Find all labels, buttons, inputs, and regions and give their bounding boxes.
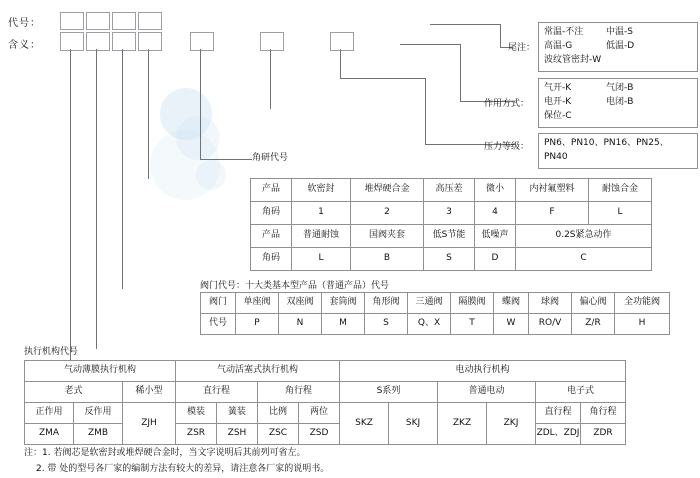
action-label: 作用方式： — [484, 99, 530, 109]
actuator-sub-4: S系列 — [340, 382, 438, 403]
actuator-group-1: 气动活塞式执行机构 — [176, 361, 340, 382]
actuator-code-4: ZSH — [217, 424, 258, 445]
action-left-0: 气开-K — [544, 83, 572, 93]
connector-pressure-v — [425, 78, 426, 144]
table-row — [251, 179, 652, 202]
actuator-det-11: 直行程 — [536, 403, 581, 424]
valve-r0c0: 阀门 — [201, 293, 236, 314]
footnote-1: 注：1. 若阀芯是软密封或堆焊硬合金时，当文字说明后其前列可省左。 — [24, 448, 306, 458]
connector-pressure — [340, 78, 425, 79]
table-row — [201, 293, 670, 314]
suffix-left-0: 常温-不注 — [544, 27, 584, 37]
valve-r1c1: P — [236, 314, 279, 335]
material-r2c2: 国阀夹套 — [351, 225, 424, 248]
material-r0c5: 内衬氟塑料 — [516, 179, 589, 202]
valve-r1c6: T — [451, 314, 494, 335]
actuator-title: 执行机构代号 — [24, 347, 79, 357]
material-r1c0: 角码 — [251, 202, 292, 225]
material-r0c1: 软密封 — [292, 179, 351, 202]
pressure-note-box — [538, 133, 698, 169]
connector-suffix-v — [500, 24, 501, 47]
meaning-box-7 — [330, 32, 354, 51]
valve-r1c5: Q、X — [408, 314, 451, 335]
code-box-4 — [138, 12, 162, 30]
actuator-sub-5: 普通电动 — [438, 382, 536, 403]
valve-r0c10: 全功能阀 — [615, 293, 670, 314]
valve-r0c1: 单座阀 — [236, 293, 279, 314]
meaning-box-2 — [86, 32, 110, 51]
meaning-box-5 — [190, 32, 214, 51]
meaning-box-1 — [60, 32, 84, 51]
valve-r1c10: H — [615, 314, 670, 335]
actuator-code-3: ZSR — [176, 424, 217, 445]
material-r0c0: 产品 — [251, 179, 292, 202]
actuator-det-10: ZKJ — [487, 403, 536, 445]
valve-r0c6: 隔膜阀 — [451, 293, 494, 314]
action-note-box — [538, 78, 698, 128]
material-r3c1: L — [292, 248, 351, 271]
actuator-code-5: ZSC — [258, 424, 299, 445]
valve-r0c3: 套筒阀 — [322, 293, 365, 314]
material-r2c4: 低噪声 — [475, 225, 516, 248]
meaning-box-6 — [260, 32, 284, 51]
valve-r1c8: RO/V — [529, 314, 572, 335]
action-right-1: 电闭-B — [606, 96, 634, 107]
actuator-sub-2: 直行程 — [176, 382, 258, 403]
table-row — [201, 314, 670, 335]
actuator-det-12: 角行程 — [581, 403, 626, 424]
actuator-code-11: ZDL、ZDJ — [536, 424, 581, 445]
table-row — [25, 382, 626, 403]
leader-line-4 — [148, 49, 149, 179]
watermark-dot — [196, 160, 226, 190]
actuator-det-4: 簧装 — [217, 403, 258, 424]
connector-action — [400, 44, 460, 45]
meaning-box-3 — [112, 32, 136, 51]
actuator-det-5: 比例 — [258, 403, 299, 424]
actuator-code-6: ZSD — [299, 424, 340, 445]
valve-code-title: 阀门代号：十大类基本型产品（普通产品）代号 — [200, 281, 390, 291]
action-left-2: 保位-C — [544, 110, 572, 121]
material-r2c3: 低S节能 — [424, 225, 475, 248]
suffix-right-1: 低温-D — [606, 40, 635, 51]
actuator-det-1: 反作用 — [74, 403, 123, 424]
suffix-note-box — [538, 22, 698, 72]
angle-code-connector — [200, 159, 252, 160]
actuator-sub-1: 稀小型 — [123, 382, 176, 403]
material-r3c3: S — [424, 248, 475, 271]
leader-line-7 — [340, 49, 341, 79]
material-table — [250, 178, 652, 271]
table-row — [25, 361, 626, 382]
actuator-group-2: 电动执行机构 — [340, 361, 626, 382]
code-box-1 — [60, 12, 84, 30]
actuator-det-2: ZJH — [123, 403, 176, 445]
material-r1c2: 2 — [351, 202, 424, 225]
material-r2c5: 0.2S紧急动作 — [516, 225, 652, 248]
actuator-sub-0: 老式 — [25, 382, 123, 403]
actuator-table — [24, 360, 626, 445]
meaning-label: 含义： — [8, 40, 41, 51]
valve-r1c7: W — [494, 314, 529, 335]
actuator-code-1: ZMB — [74, 424, 123, 445]
suffix-right-0: 中温-S — [606, 27, 633, 37]
valve-r1c2: N — [279, 314, 322, 335]
actuator-group-0: 气动薄膜执行机构 — [25, 361, 176, 382]
material-r1c5: F — [516, 202, 589, 225]
code-label: 代号： — [8, 18, 41, 29]
footnote-2: 2. 带 处的型号各厂家的编制方法有较大的差异，请注意各厂家的说明书。 — [36, 464, 330, 474]
valve-r1c4: S — [365, 314, 408, 335]
valve-r0c7: 蝶阀 — [494, 293, 529, 314]
valve-r1c0: 代号 — [201, 314, 236, 335]
leader-line-5 — [200, 49, 201, 159]
meaning-box-4 — [138, 32, 162, 51]
action-right-0: 气闭-B — [606, 83, 634, 93]
table-row — [251, 248, 652, 271]
material-r0c4: 微小 — [475, 179, 516, 202]
code-box-2 — [86, 12, 110, 30]
leader-line-2 — [96, 49, 97, 349]
material-r3c2: B — [351, 248, 424, 271]
material-r3c4: D — [475, 248, 516, 271]
material-r2c0: 产品 — [251, 225, 292, 248]
material-r3c0: 角码 — [251, 248, 292, 271]
valve-r1c9: Z/R — [572, 314, 615, 335]
actuator-det-8: SKJ — [389, 403, 438, 445]
angle-code-label: 角研代号 — [252, 153, 289, 163]
table-row — [251, 202, 652, 225]
actuator-det-9: ZKZ — [438, 403, 487, 445]
suffix-label: 尾注： — [508, 43, 536, 53]
material-r0c2: 堆焊硬合金 — [351, 179, 424, 202]
valve-r0c8: 球阀 — [529, 293, 572, 314]
leader-line-1 — [70, 49, 71, 364]
valve-r0c2: 双座阀 — [279, 293, 322, 314]
leader-line-3 — [122, 49, 123, 289]
table-row — [25, 424, 626, 445]
actuator-code-12: ZDR — [581, 424, 626, 445]
suffix-left-2: 波纹管密封-W — [544, 54, 602, 65]
valve-r1c3: M — [322, 314, 365, 335]
table-row — [251, 225, 652, 248]
material-r1c6: L — [589, 202, 652, 225]
actuator-det-7: SKZ — [340, 403, 389, 445]
valve-r0c5: 三通阀 — [408, 293, 451, 314]
material-r1c4: 4 — [475, 202, 516, 225]
table-row — [25, 403, 626, 424]
material-r1c1: 1 — [292, 202, 351, 225]
actuator-code-0: ZMA — [25, 424, 74, 445]
material-r1c3: 3 — [424, 202, 475, 225]
valve-table — [200, 292, 670, 335]
valve-r0c4: 角形阀 — [365, 293, 408, 314]
connector-suffix — [430, 24, 500, 25]
actuator-det-6: 两位 — [299, 403, 340, 424]
pressure-label: 压力等级： — [484, 142, 530, 152]
actuator-sub-6: 电子式 — [536, 382, 626, 403]
action-left-1: 电开-K — [544, 96, 572, 107]
actuator-det-3: 模装 — [176, 403, 217, 424]
actuator-sub-3: 角行程 — [258, 382, 340, 403]
pressure-text: PN6、PN10、PN16、PN25、PN40 — [544, 138, 669, 162]
valve-r0c9: 偏心阀 — [572, 293, 615, 314]
connector-action-v — [460, 44, 461, 101]
actuator-det-0: 正作用 — [25, 403, 74, 424]
leader-line-6 — [270, 49, 271, 109]
material-r0c6: 耐蚀合金 — [589, 179, 652, 202]
material-r2c1: 普通耐蚀 — [292, 225, 351, 248]
suffix-left-1: 高温-G — [544, 40, 573, 51]
material-r0c3: 高压差 — [424, 179, 475, 202]
material-r3c5: C — [516, 248, 652, 271]
code-box-3 — [112, 12, 136, 30]
